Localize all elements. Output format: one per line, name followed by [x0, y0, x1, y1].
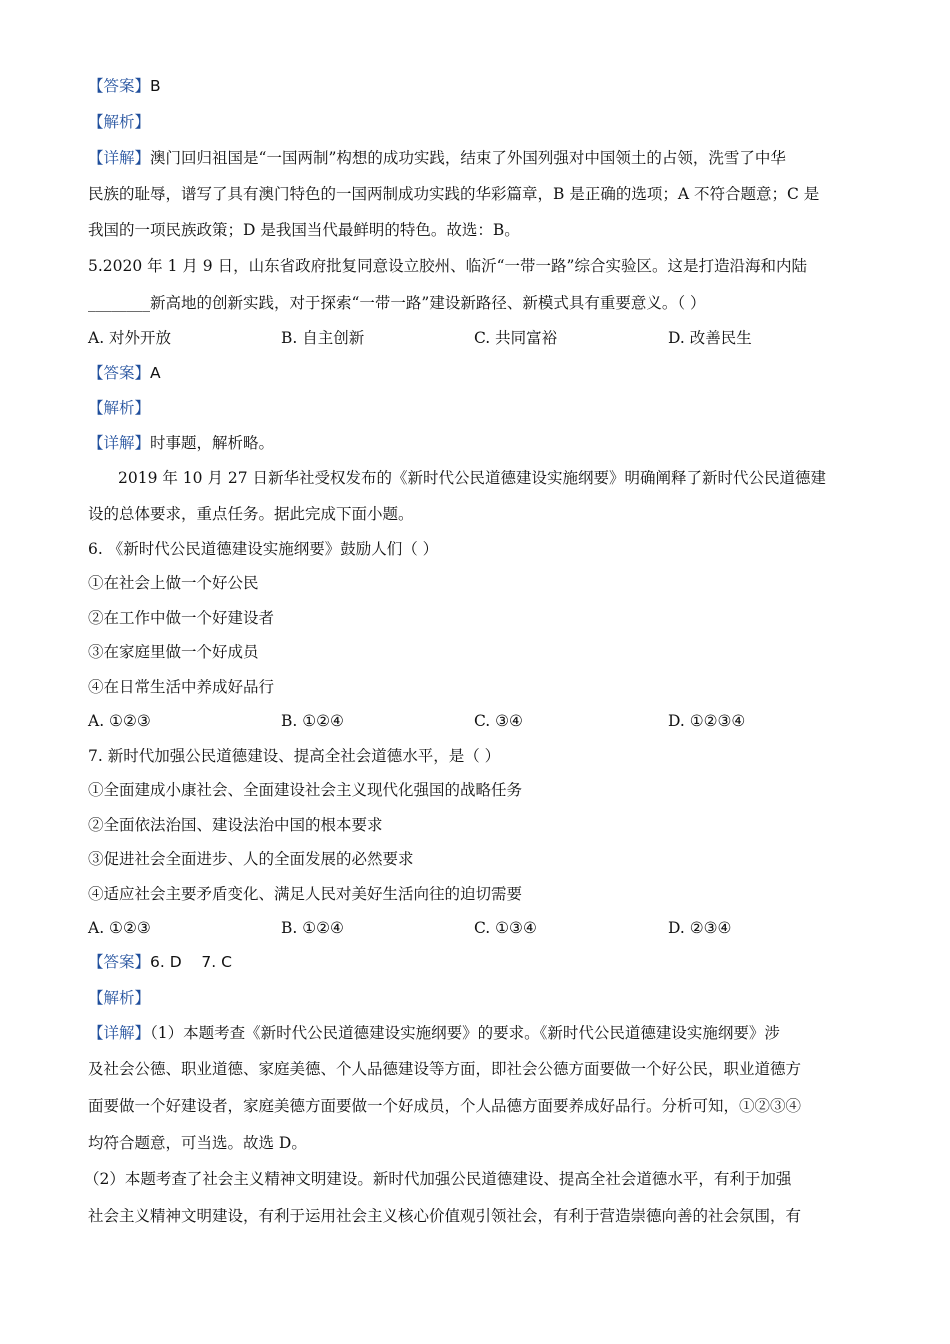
detail-text-line: （2）本题考查了社会主义精神文明建设。新时代加强公民道德建设、提高全社会道德水平，有利于加强 — [84, 1170, 792, 1188]
question-7-stem: 7. 新时代加强公民道德建设、提高全社会道德水平，是（ ） — [88, 747, 501, 765]
material-text: 2019 年 10 月 27 日新华社受权发布的《新时代公民道德建设实施纲要》明确阐释了新时代公民道德建 — [118, 469, 827, 487]
question-5-option-c: C. 共同富裕 — [474, 329, 558, 347]
answer-value: A — [150, 364, 161, 382]
question-6-stem: 6. 《新时代公民道德建设实施纲要》鼓励人们（ ） — [88, 540, 439, 558]
question-7-item: ①全面建成小康社会、全面建设社会主义现代化强国的战略任务 — [88, 781, 523, 799]
question-5-option-a: A. 对外开放 — [88, 329, 172, 347]
answer-line — [88, 362, 161, 384]
question-6-option-d: D. ①②③④ — [668, 712, 746, 730]
question-7-option-c: C. ①③④ — [474, 919, 537, 937]
question-5-option-d: D. 改善民生 — [668, 329, 752, 347]
detail-text: 时事题，解析略。 — [150, 434, 275, 452]
answer-tag: 【答案】 — [88, 953, 151, 971]
answer-line — [88, 75, 161, 97]
question-5-option-b: B. 自主创新 — [281, 329, 365, 347]
question-6-option-c: C. ③④ — [474, 712, 523, 730]
answer-value: B — [150, 77, 161, 95]
question-7-item: ③促进社会全面进步、人的全面发展的必然要求 — [88, 850, 414, 868]
answer-value: 6. D 7. C — [150, 953, 232, 971]
question-6-option-a: A. ①②③ — [88, 712, 151, 730]
answer-line — [88, 951, 232, 973]
detail-tag: 【详解】 — [88, 1024, 151, 1042]
detail-tag: 【详解】 — [88, 149, 151, 167]
question-7-option-a: A. ①②③ — [88, 919, 151, 937]
detail-text: （1）本题考查《新时代公民道德建设实施纲要》的要求。《新时代公民道德建设实施纲要》涉 — [150, 1024, 780, 1042]
question-6-item: ③在家庭里做一个好成员 — [88, 643, 259, 661]
question-6-item: ②在工作中做一个好建设者 — [88, 609, 275, 627]
detail-text-line: 社会主义精神文明建设，有利于运用社会主义核心价值观引领社会，有利于营造崇德向善的社会氛围，有 — [88, 1207, 802, 1225]
question-7-option-d: D. ②③④ — [668, 919, 732, 937]
detail-text-line: 面要做一个好建设者，家庭美德方面要做一个好成员，个人品德方面要养成好品行。分析可知，①②③④ — [88, 1097, 802, 1115]
answer-tag: 【答案】 — [88, 77, 151, 95]
question-6-option-b: B. ①②④ — [281, 712, 344, 730]
analysis-line — [88, 397, 150, 419]
detail-text-line: 均符合题意，可当选。故选 D。 — [88, 1134, 307, 1152]
detail-line — [88, 432, 274, 454]
detail-text: 澳门回归祖国是“一国两制”构想的成功实践，结束了外国列强对中国领土的占领，洗雪了中华 — [150, 149, 786, 167]
detail-text-line: 民族的耻辱，谱写了具有澳门特色的一国两制成功实践的华彩篇章，B 是正确的选项；A 不符合题意；C 是 — [88, 185, 820, 203]
analysis-line — [88, 111, 150, 133]
analysis-line — [88, 987, 150, 1009]
question-5-stem: 5.2020 年 1 月 9 日，山东省政府批复同意设立胶州、临沂“一带一路”综合实验区。这是打造沿海和内陆 — [88, 257, 807, 275]
question-7-item: ②全面依法治国、建设法治中国的根本要求 — [88, 816, 383, 834]
detail-line — [88, 147, 786, 169]
detail-line — [88, 1022, 780, 1044]
question-7-item: ④适应社会主要矛盾变化、满足人民对美好生活向往的迫切需要 — [88, 885, 523, 903]
detail-tag: 【详解】 — [88, 434, 151, 452]
material-text-cont: 设的总体要求，重点任务。据此完成下面小题。 — [88, 505, 414, 523]
analysis-tag: 【解析】 — [88, 399, 151, 417]
analysis-tag: 【解析】 — [88, 113, 151, 131]
question-5-stem-cont: ________新高地的创新实践，对于探索“一带一路”建设新路径、新模式具有重要意义。（ ） — [88, 294, 706, 312]
answer-tag: 【答案】 — [88, 364, 151, 382]
question-6-item: ①在社会上做一个好公民 — [88, 574, 259, 592]
detail-text-line: 及社会公德、职业道德、家庭美德、个人品德建设等方面，即社会公德方面要做一个好公民，职业道德方 — [88, 1060, 802, 1078]
question-6-item: ④在日常生活中养成好品行 — [88, 678, 275, 696]
analysis-tag: 【解析】 — [88, 989, 151, 1007]
question-7-option-b: B. ①②④ — [281, 919, 344, 937]
detail-text-line: 我国的一项民族政策；D 是我国当代最鲜明的特色。故选：B。 — [88, 221, 520, 239]
